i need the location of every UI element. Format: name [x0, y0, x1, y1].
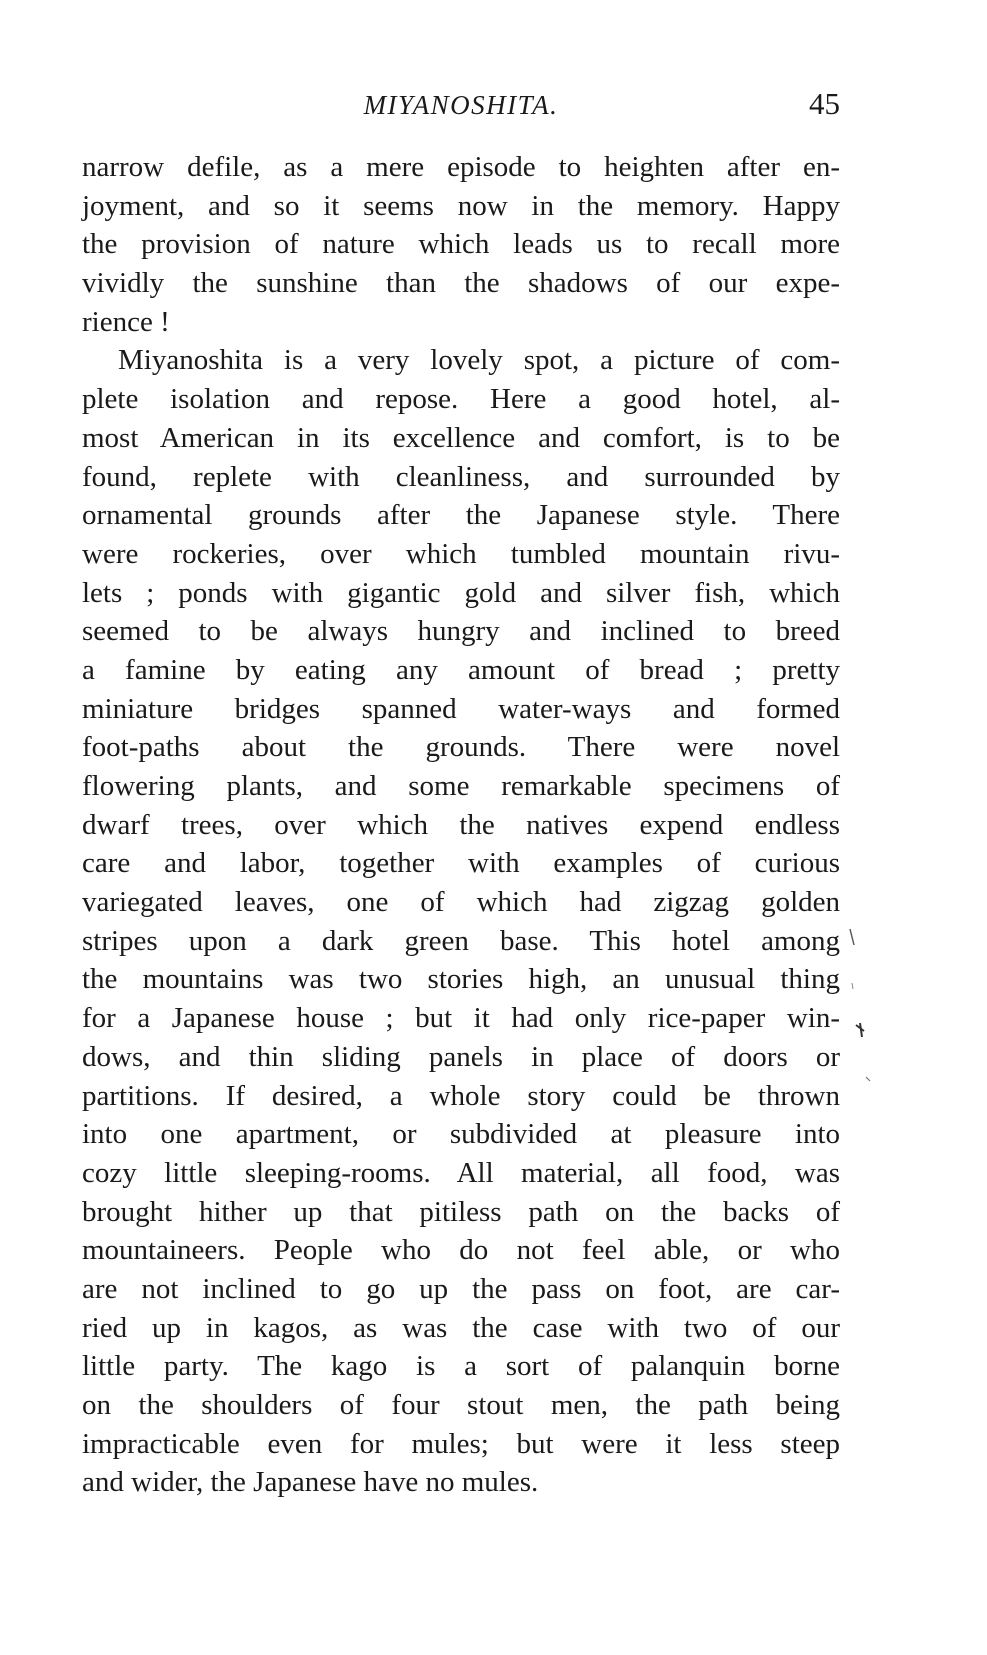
text-line: flowering plants, and some remarkable specimens of	[82, 770, 840, 802]
text-line: stripes upon a dark green base. This hotel among	[82, 924, 840, 957]
text-line: cozy little sleeping-rooms. All material, all food, was	[82, 1156, 840, 1189]
text-line: Miyanoshita is a very lovely spot, a picture of com-	[118, 344, 840, 377]
text-line: impracticable even for mules; but were it less steep	[82, 1427, 840, 1460]
text-line: brought hither up that pitiless path on the backs of	[82, 1195, 840, 1228]
margin-pencil-mark	[846, 925, 876, 1085]
text-line: partitions. If desired, a whole story could be thrown	[82, 1079, 840, 1112]
text-line: ried up in kagos, as was the case with two of our	[82, 1311, 840, 1344]
text-line: found, replete with cleanliness, and surrounded by	[82, 460, 840, 493]
text-line: mountaineers. People who do not feel able, or who	[82, 1234, 840, 1267]
text-line: plete isolation and repose. Here a good hotel, al-	[82, 383, 840, 416]
text-line: foot-paths about the grounds. There were novel	[82, 731, 840, 764]
text-line: ornamental grounds after the Japanese style. There	[82, 499, 840, 532]
text-line: for a Japanese house ; but it had only rice-paper win-	[82, 1002, 840, 1035]
text-line: on the shoulders of four stout men, the path being	[82, 1389, 840, 1421]
text-line: vividly the sunshine than the shadows of our expe-	[82, 267, 840, 300]
page-number: 45	[809, 86, 840, 121]
text-line: most American in its excellence and comfort, is to be	[82, 421, 840, 454]
text-line: variegated leaves, one of which had zigzag golden	[82, 886, 840, 919]
text-line: care and labor, together with examples of curious	[82, 847, 840, 880]
text-line: into one apartment, or subdivided at pleasure into	[82, 1118, 840, 1151]
text-line: miniature bridges spanned water-ways and formed	[82, 692, 840, 725]
text-line: lets ; ponds with gigantic gold and silver fish, which	[82, 576, 840, 609]
text-line: joyment, and so it seems now in the memory. Happy	[82, 189, 840, 222]
text-line: are not inclined to go up the pass on foot, are car-	[82, 1272, 840, 1305]
body-text	[82, 148, 840, 1502]
text-line: little party. The kago is a sort of palanquin borne	[82, 1350, 840, 1383]
text-line: dwarf trees, over which the natives expend endless	[82, 808, 840, 841]
text-line: the mountains was two stories high, an unusual thing	[82, 963, 840, 996]
text-line: rience !	[82, 305, 170, 338]
text-line: the provision of nature which leads us to recall more	[82, 228, 840, 261]
text-line: narrow defile, as a mere episode to heighten after en-	[82, 151, 840, 183]
running-title: MIYANOSHITA.	[363, 90, 559, 120]
text-line: were rockeries, over which tumbled mountain rivu-	[82, 537, 840, 570]
text-line: seemed to be always hungry and inclined to breed	[82, 615, 840, 648]
text-line: and wider, the Japanese have no mules.	[82, 1466, 539, 1499]
text-line: a famine by eating any amount of bread ; pretty	[82, 653, 840, 686]
text-line: dows, and thin sliding panels in place of doors or	[82, 1040, 840, 1073]
running-head	[82, 86, 840, 126]
